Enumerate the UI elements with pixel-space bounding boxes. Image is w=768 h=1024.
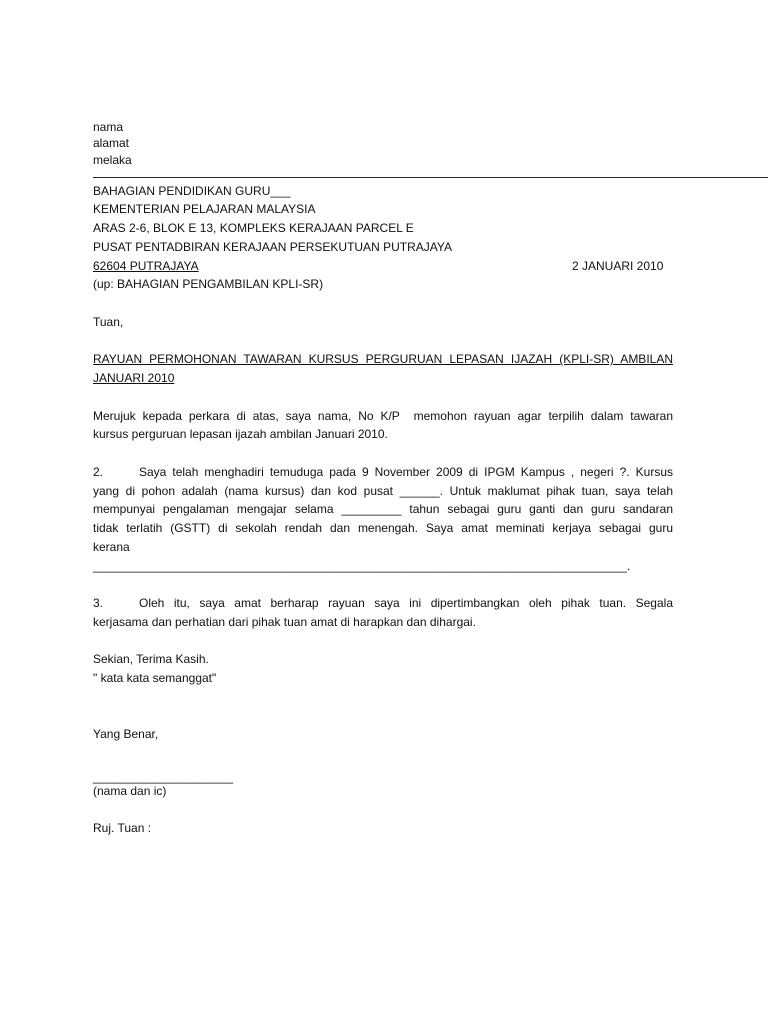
sender-name-line: nama [93, 119, 124, 134]
sender-state-line: melaka [93, 152, 132, 167]
paragraph-number: 3. [93, 596, 104, 611]
blank-line [93, 800, 673, 819]
blank-line [93, 744, 673, 763]
salutation: Tuan, [93, 314, 124, 329]
paragraph-2 [93, 463, 673, 576]
fill-in-blank-line: ________________________________________________________________________________. [93, 558, 631, 573]
blank-line [93, 707, 673, 726]
paragraph-number: 2. [93, 464, 104, 479]
paragraph-line: tidak terlatih (GSTT) di sekolah rendah dan menengah. Saya amat meminati kerjaya sebagai guru [93, 521, 673, 536]
letterhead-divider [93, 177, 768, 178]
paragraph-line: kerana [93, 539, 130, 554]
recipient-address [93, 182, 673, 295]
paragraph-line: Merujuk kepada perkara di atas, saya nama, No K/P memohon rayuan agar terpilih dalam tawaran [93, 408, 673, 423]
letter-date: 2 JANUARI 2010 [572, 258, 664, 273]
subject-heading [93, 350, 673, 388]
paragraph-line [93, 463, 673, 482]
paragraph-3 [93, 594, 673, 632]
subject-line: RAYUAN PERMOHONAN TAWARAN KURSUS PERGURUAN LEPASAN IJAZAH (KPLI-SR) AMBILAN [93, 352, 673, 367]
paragraph-text: Saya telah menghadiri temuduga pada 9 November 2009 di IPGM Kampus , negeri ?. Kursus [139, 464, 673, 479]
closing-motto: " kata kata semanggat" [93, 671, 217, 686]
closing-thanks: Sekian, Terima Kasih. [93, 652, 209, 667]
blank-line [93, 294, 673, 313]
blank-line [93, 688, 673, 707]
recipient-line: PUSAT PENTADBIRAN KERAJAAN PERSEKUTUAN PUTRAJAYA [93, 239, 452, 254]
paragraph-line: kursus perguruan lepasan ijazah ambilan Januari 2010. [93, 427, 388, 442]
blank-line [93, 388, 673, 407]
attention-line: (up: BAHAGIAN PENGAMBILAN KPLI-SR) [93, 277, 324, 292]
paragraph-line: kerjasama dan perhatian dari pihak tuan amat di harapkan dan dihargai. [93, 614, 476, 629]
blank-line [93, 444, 673, 463]
paragraph-text: Oleh itu, saya amat berharap rayuan saya ini dipertimbangkan oleh pihak tuan. Segala [139, 596, 673, 611]
sender-address-line: alamat [93, 136, 130, 151]
recipient-line: KEMENTERIAN PELAJARAN MALAYSIA [93, 202, 316, 217]
recipient-line: ARAS 2-6, BLOK E 13, KOMPLEKS KERAJAAN PARCEL E [93, 221, 414, 236]
paragraph-line: yang di pohon adalah (nama kursus) dan kod pusat ______. Untuk maklumat pihak tuan, saya telah [93, 483, 673, 498]
reference-line: Ruj. Tuan : [93, 821, 152, 836]
postcode-date-row [93, 257, 673, 276]
blank-line [93, 632, 673, 651]
letter-body [93, 182, 673, 838]
paragraph-line: mempunyai pengalaman mengajar selama _________ tahun sebagai guru ganti dan guru sandaran [93, 502, 673, 517]
recipient-line: BAHAGIAN PENDIDIKAN GURU___ [93, 183, 291, 198]
sign-off: Yang Benar, [93, 727, 159, 742]
signature-caption: (nama dan ic) [93, 783, 167, 798]
signature-line: _____________________ [93, 769, 234, 784]
paragraph-1 [93, 407, 673, 445]
recipient-postcode-city: 62604 PUTRAJAYA [93, 258, 199, 273]
sender-address [93, 119, 132, 169]
paragraph-line [93, 594, 673, 613]
subject-line: JANUARI 2010 [93, 371, 175, 386]
blank-line [93, 575, 673, 594]
blank-line [93, 332, 673, 351]
